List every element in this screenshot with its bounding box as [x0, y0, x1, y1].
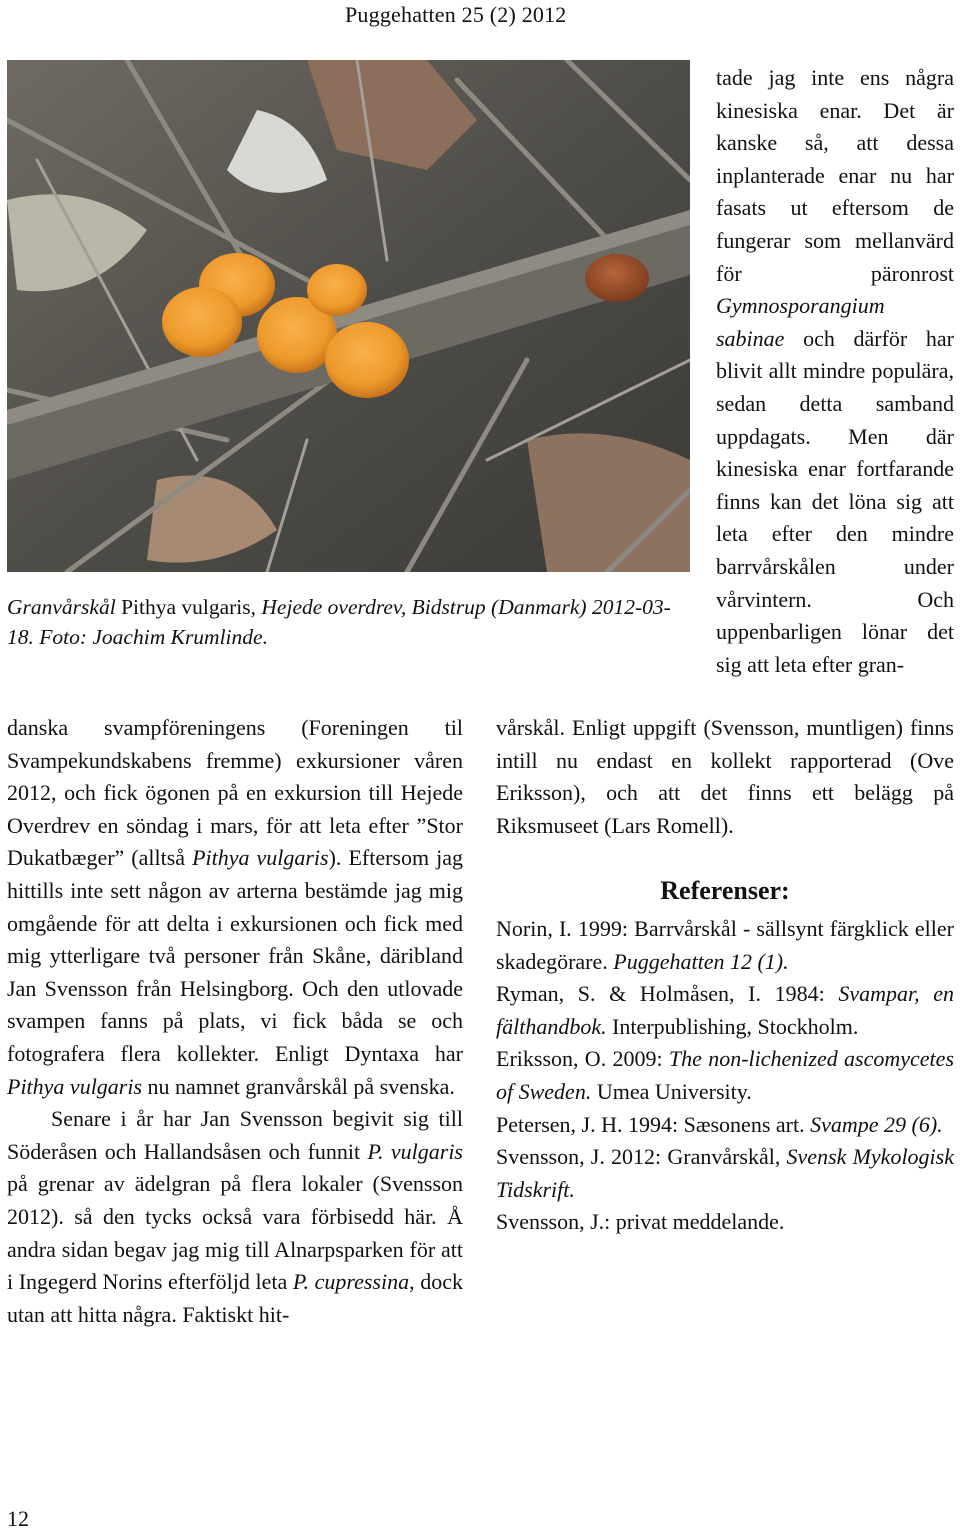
caption-part: Hejede overdrev, Bidstrup (Danmark) 2012-03-18. Foto: Joachim Krumlinde. — [7, 595, 671, 649]
text-run: ). Eftersom jag hittills inte sett någon av arterna bestämde jag mig omgående för att delta i exkursionen och fick med mig ytterligare två personer från Skåne, däribland Jan Svensson från Helsingborg. Och den utlovade svampen fanns på plats, vi fick båda se och fotografera flera kollekter. Enligt Dyntaxa har — [7, 845, 463, 1066]
text-run: nu namnet granvårskål på svenska. — [142, 1073, 455, 1099]
fungus-photo-illustration — [7, 60, 690, 572]
reference-item — [496, 1109, 954, 1142]
reference-item — [496, 913, 954, 978]
right-column-upper-text — [716, 62, 954, 681]
text-run-italic: P. cupressina — [292, 1269, 410, 1295]
reference-item — [496, 978, 954, 1043]
caption-part: Pithya vulgaris, — [115, 595, 257, 619]
text-run-italic: The non-lichenized ascomycetes of Sweden. — [496, 1046, 954, 1104]
text-run-italic: Gymnosporangium sabinae — [716, 293, 885, 351]
text-run-italic: Pithya vulgaris — [7, 1073, 143, 1099]
text-run-italic: P. vulgaris — [367, 1138, 463, 1164]
right-column-lower-text — [496, 712, 954, 842]
text-run: på grenar av ädelgran på flera lokaler (Svensson 2012). så den tycks också vara förbisedd här. Å andra sidan begav jag mig till Alnarpsparken för att i Ingegerd Norins efterföljd leta — [7, 1171, 463, 1295]
text-run: danska svampföreningens (Foreningen til Svampekundskabens fremme) exkursioner våren 2012, och fick ögonen på en exkursion till Hejede Overdrev en söndag i mars, för att leta efter ”Stor Dukatbæger” (alltså — [7, 715, 463, 871]
text-run: Umea University. — [591, 1078, 752, 1104]
page-number: 12 — [7, 1506, 29, 1531]
text-run-italic: Puggehatten 12 (1). — [613, 948, 789, 974]
reference-item — [496, 1141, 954, 1206]
references-list — [496, 913, 954, 1239]
text-run-italic: Svensk Mykologisk Tidskrift. — [496, 1144, 954, 1202]
text-run-italic: Pithya vulgaris — [192, 845, 329, 871]
reference-item — [496, 1206, 954, 1239]
text-run: , dock utan att hitta några. Faktiskt hit- — [7, 1269, 463, 1327]
text-run-italic: Svampar, en fälthandbok. — [496, 981, 954, 1039]
caption-part: Granvårskål — [7, 595, 116, 619]
text-run: Svensson, J. 2012: Granvårskål, — [496, 1144, 787, 1170]
paragraph: vårskål. Enligt uppgift (Svensson, muntligen) finns intill nu endast en kollekt rapporterad (Ove Eriksson), och att det finns ett belägg på Riksmuseet (Lars Romell). — [496, 715, 954, 838]
photo-caption — [7, 592, 697, 652]
text-run: tade jag inte ens några kinesiska enar. Det är kanske så, att dessa inplanterade enar nu har fasats ut eftersom de fungerar som mellanvärd för päronrost — [716, 65, 954, 286]
text-run: Norin, I. 1999: Barrvårskål - sällsynt färgklick eller skadegörare. — [496, 916, 954, 974]
text-run: Petersen, J. H. 1994: Sæsonens art. — [496, 1111, 811, 1137]
text-run: och därför har blivit allt mindre populära, sedan detta samband uppdagats. Men där kinesiska enar fortfarande finns kan det löna sig att leta efter den mindre barrvårskålen under vårvintern. Och uppenbarligen lönar det sig att leta efter gran- — [716, 325, 954, 677]
left-column-text — [7, 712, 463, 1331]
running-header: Puggehatten 25 (2) 2012 — [345, 2, 567, 27]
references-heading: Referenser: — [660, 876, 790, 905]
fungus-photo — [7, 60, 690, 572]
text-run: Svensson, J.: privat meddelande. — [496, 1209, 785, 1235]
paragraph — [7, 1103, 463, 1331]
text-run-italic: Svampe 29 (6). — [810, 1111, 943, 1137]
paragraph — [716, 62, 954, 681]
text-run: Interpublishing, Stockholm. — [606, 1013, 859, 1039]
text-run: Ryman, S. & Holmåsen, I. 1984: — [496, 981, 839, 1007]
text-run: Eriksson, O. 2009: — [496, 1046, 669, 1072]
reference-item — [496, 1043, 954, 1108]
text-run: Senare i år har Jan Svensson begivit sig till Söderåsen och Hallandsåsen och funnit — [7, 1106, 463, 1164]
paragraph — [7, 712, 463, 1103]
